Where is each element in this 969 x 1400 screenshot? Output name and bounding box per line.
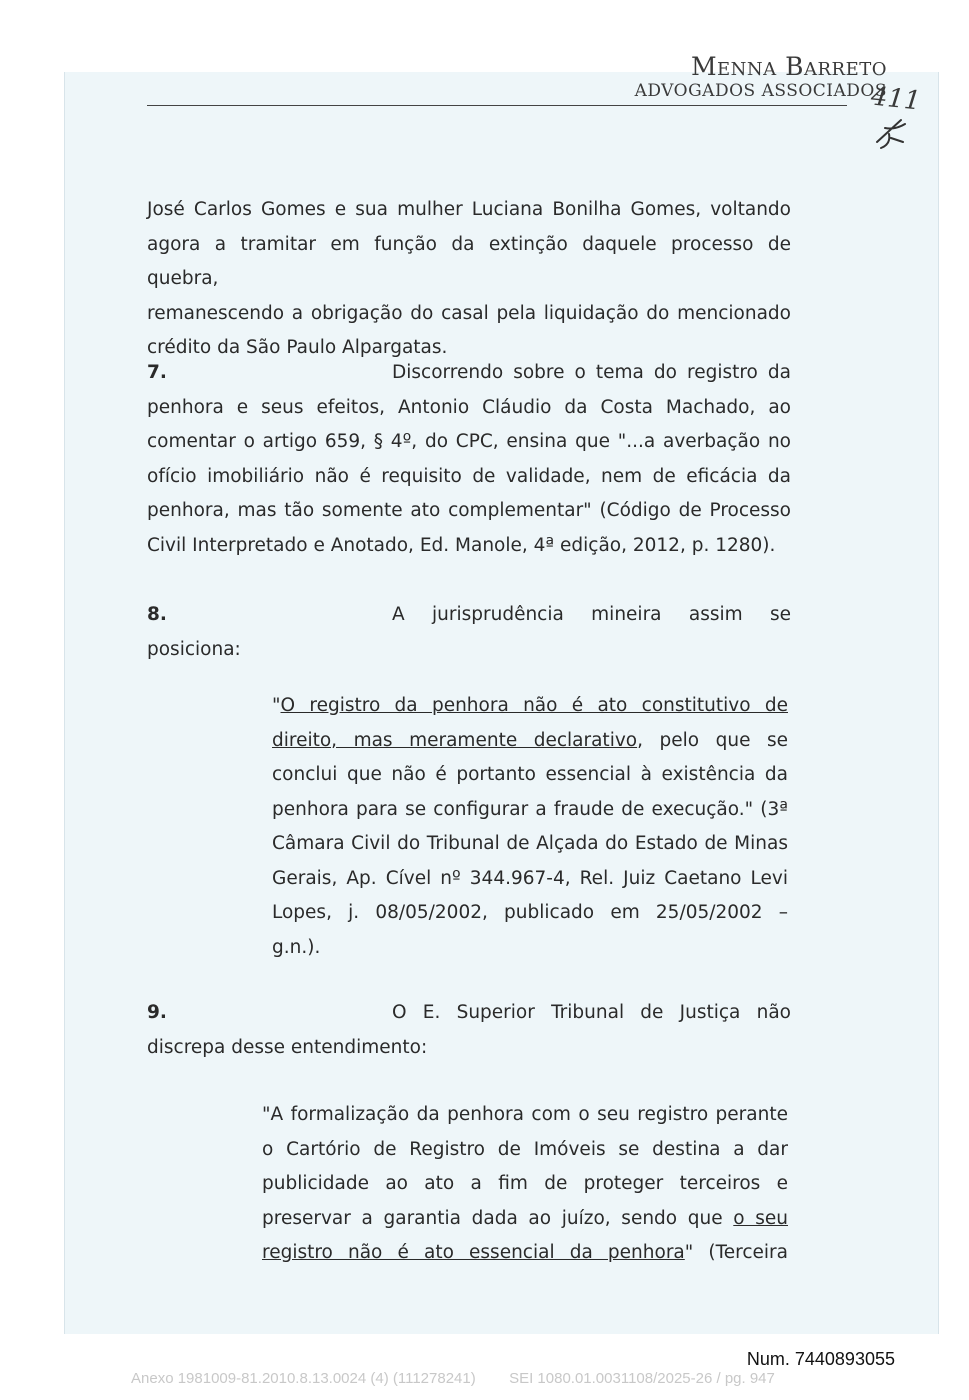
text-line: José Carlos Gomes e sua mulher Luciana Bonilha Gomes, voltando: [147, 199, 791, 220]
underlined-text: O registro da penhora não é ato constitutivo de: [280, 695, 788, 716]
text-line: O E. Superior Tribunal de Justiça não: [392, 1002, 791, 1023]
paragraph-number: 8.: [147, 604, 167, 625]
text-line: publicidade ao ato a fim de proteger terceiros e: [262, 1173, 788, 1194]
text-line: Lopes, j. 08/05/2002, publicado em 25/05/2002 –: [272, 902, 788, 923]
underlined-text: registro não é ato essencial da penhora: [262, 1242, 685, 1263]
text-line: "A formalização da penhora com o seu registro perante: [262, 1104, 788, 1125]
text-line: penhora, mas tão somente ato complementar" (Código de Processo: [147, 500, 791, 521]
text-line: A jurisprudência mineira assim se: [392, 604, 791, 625]
paragraph-number: 9.: [147, 1002, 167, 1023]
text-line: discrepa desse entendimento:: [147, 1036, 428, 1058]
underlined-text: o seu: [733, 1207, 788, 1229]
text-line: remanescendo a obrigação do casal pela liquidação do mencionado: [147, 302, 791, 324]
text-line: Discorrendo sobre o tema do registro da: [392, 362, 791, 383]
text-line: conclui que não é portanto essencial à existência da: [272, 764, 788, 785]
firm-subtitle: ADVOGADOS ASSOCIADOS: [634, 81, 887, 101]
text-fragment: , pelo que se: [637, 729, 788, 751]
text-line: Câmara Civil do Tribunal de Alçada do Estado de Minas: [272, 833, 788, 854]
text-line: Gerais, Ap. Cível nº 344.967-4, Rel. Juiz Caetano Levi: [272, 867, 788, 889]
handwritten-page-number: 411: [869, 81, 923, 117]
intro-paragraph: [147, 193, 791, 366]
firm-name: Menna Barreto: [690, 52, 887, 81]
paragraph-7-first-line: [147, 356, 791, 391]
text-line: posiciona:: [147, 638, 241, 660]
quote-mark: ": [272, 695, 281, 716]
text-line: crédito da São Paulo Alpargatas.: [147, 337, 448, 358]
header-divider: [147, 105, 847, 106]
text-line: [272, 724, 788, 759]
underlined-text: direito, mas meramente declarativo: [272, 729, 638, 751]
text-line: o Cartório de Registro de Imóveis se destina a dar: [262, 1138, 788, 1160]
text-line: agora a tramitar em função da extinção daquele processo de quebra,: [147, 233, 791, 289]
quote-minas-gerais: [272, 689, 788, 965]
text-line: penhora e seus efeitos, Antonio Cláudio da Costa Machado, ao: [147, 396, 791, 418]
sei-reference: SEI 1080.01.0031108/2025-26 / pg. 947: [509, 1370, 775, 1387]
paragraph-8-first-line: [147, 598, 791, 633]
paragraph-9-first-line: [147, 996, 791, 1031]
paragraph-number: 7.: [147, 362, 167, 383]
text-line: ofício imobiliário não é requisito de validade, nem de eficácia da: [147, 465, 791, 487]
text-line: Civil Interpretado e Anotado, Ed. Manole, 4ª edição, 2012, p. 1280).: [147, 534, 776, 556]
text-line: penhora para se configurar a fraude de execução." (3ª: [272, 798, 788, 820]
paragraph-9: [147, 996, 791, 1065]
text-fragment: preservar a garantia dada ao juízo, sendo que: [262, 1207, 734, 1229]
paragraph-7: [147, 356, 791, 563]
document-number: Num. 7440893055: [746, 1349, 895, 1369]
annex-reference: Anexo 1981009-81.2010.8.13.0024 (4) (111278241): [131, 1370, 476, 1387]
text-line: [262, 1202, 788, 1237]
quote-stj: [262, 1098, 788, 1271]
handwritten-initial-mark: [871, 112, 911, 152]
text-line: g.n.).: [272, 936, 321, 958]
text-fragment: " (Terceira: [684, 1242, 788, 1263]
text-line: [272, 689, 788, 724]
paragraph-8: [147, 598, 791, 667]
text-line: comentar o artigo 659, § 4º, do CPC, ensina que "...a averbação no: [147, 431, 791, 452]
text-line: [262, 1236, 788, 1271]
footer-reference: [131, 1370, 775, 1387]
